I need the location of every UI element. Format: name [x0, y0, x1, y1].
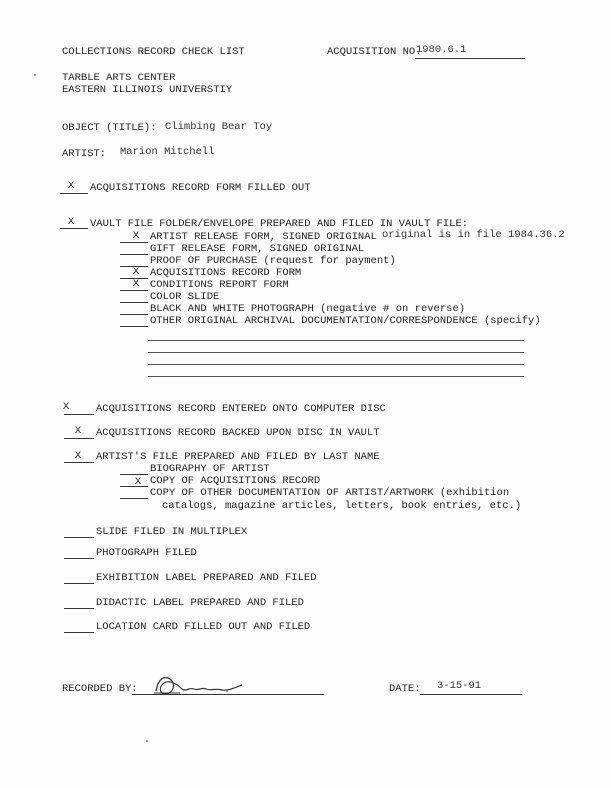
specify-line-4: [148, 376, 524, 377]
specify-line-3: [148, 364, 524, 365]
item-didactic: DIDACTIC LABEL PREPARED AND FILED: [96, 597, 304, 609]
item-slide: SLIDE FILED IN MULTIPLEX: [96, 526, 248, 538]
item-computer: ACQUISITIONS RECORD ENTERED ONTO COMPUTER DISC: [96, 403, 386, 415]
item-other-docs: OTHER ORIGINAL ARCHIVAL DOCUMENTATION/CORRESPONDENCE (specify): [150, 315, 541, 327]
scan-speck: [34, 74, 36, 76]
date-label: DATE:: [389, 683, 421, 695]
item-copy-other-cont: catalogs, magazine articles, letters, book entries, etc.): [162, 500, 522, 512]
item-bw-photo: BLACK AND WHITE PHOTOGRAPH (negative # on reverse): [150, 303, 466, 315]
blank-color-slide: [120, 302, 148, 303]
item-copy-other: COPY OF OTHER DOCUMENTATION OF ARTIST/ARTWORK (exhibition: [150, 487, 510, 499]
item-color-slide: COLOR SLIDE: [150, 291, 220, 303]
check-acq-form: X: [67, 180, 75, 192]
item-bio: BIOGRAPHY OF ARTIST: [150, 463, 270, 475]
check-artist-file: X: [74, 450, 82, 462]
blank-location: [64, 632, 94, 633]
item-conditions: CONDITIONS REPORT FORM: [150, 279, 289, 291]
blank-bw-photo: [120, 314, 148, 315]
blank-exhibition: [64, 583, 94, 584]
item-photo: PHOTOGRAPH FILED: [96, 547, 197, 559]
blank-other-docs: [120, 326, 148, 327]
check-copy-acq: X: [134, 476, 142, 488]
blank-backup: [64, 438, 94, 439]
blank-gift-release: [120, 254, 148, 255]
blank-slide: [64, 537, 94, 538]
scan-speck: [146, 740, 148, 742]
acquisition-label: ACQUISITION NO.: [327, 46, 422, 58]
blank-copy-other: [120, 498, 148, 499]
university-name: EASTERN ILLINOIS UNIVERSTIY: [62, 84, 233, 96]
object-title: Climbing Bear Toy: [165, 121, 273, 133]
specify-line-2: [148, 352, 524, 353]
blank-conditions: [120, 290, 148, 291]
blank-artist-file: [64, 462, 94, 463]
blank-copy-acq: [120, 486, 148, 487]
check-backup: X: [74, 425, 82, 437]
form-title: COLLECTIONS RECORD CHECK LIST: [62, 46, 245, 58]
blank-acq-form: [60, 193, 88, 194]
blank-bio: [120, 474, 148, 475]
recorded-by-label: RECORDED BY:: [62, 683, 138, 695]
item-artist-release: ARTIST RELEASE FORM, SIGNED ORIGINAL: [150, 231, 377, 243]
date-line: [420, 694, 522, 695]
item-exhibition: EXHIBITION LABEL PREPARED AND FILED: [96, 572, 317, 584]
blank-didactic: [64, 608, 94, 609]
check-artist-release: X: [132, 230, 140, 242]
blank-vault: [60, 228, 88, 229]
acquisition-number: 1980.6.1: [416, 44, 467, 56]
check-computer: X: [62, 401, 70, 413]
blank-photo: [64, 558, 94, 559]
blank-computer: [64, 414, 94, 415]
check-conditions: X: [132, 278, 140, 290]
item-artist-file: ARTIST'S FILE PREPARED AND FILED BY LAST NAME: [96, 451, 380, 463]
item-gift-release: GIFT RELEASE FORM, SIGNED ORIGINAL: [150, 243, 365, 255]
check-vault: X: [67, 216, 75, 228]
specify-line-1: [148, 340, 524, 341]
acquisition-blank: [415, 58, 525, 59]
item-acq-record-form: ACQUISITIONS RECORD FORM: [150, 267, 302, 279]
signature-scribble: [150, 673, 250, 699]
org-name: TARBLE ARTS CENTER: [62, 72, 176, 84]
artist-release-note: original is in file 1984.36.2: [382, 229, 565, 241]
date-value: 3-15-91: [437, 680, 482, 692]
object-label: OBJECT (TITLE):: [62, 122, 157, 134]
blank-artist-release: [120, 242, 148, 243]
item-location: LOCATION CARD FILLED OUT AND FILED: [96, 621, 311, 633]
scan-speck: [226, 690, 228, 692]
artist-name: Marion Mitchell: [120, 146, 215, 158]
item-acq-form: ACQUISITIONS RECORD FORM FILLED OUT: [90, 182, 311, 194]
item-backup: ACQUISITIONS RECORD BACKED UPON DISC IN VAULT: [96, 427, 380, 439]
artist-label: ARTIST:: [62, 148, 107, 160]
item-vault: VAULT FILE FOLDER/ENVELOPE PREPARED AND FILED IN VAULT FILE:: [90, 218, 469, 230]
check-acq-record-form: X: [132, 266, 140, 278]
item-copy-acq: COPY OF ACQUISITIONS RECORD: [150, 475, 321, 487]
item-proof: PROOF OF PURCHASE (request for payment): [150, 255, 396, 267]
